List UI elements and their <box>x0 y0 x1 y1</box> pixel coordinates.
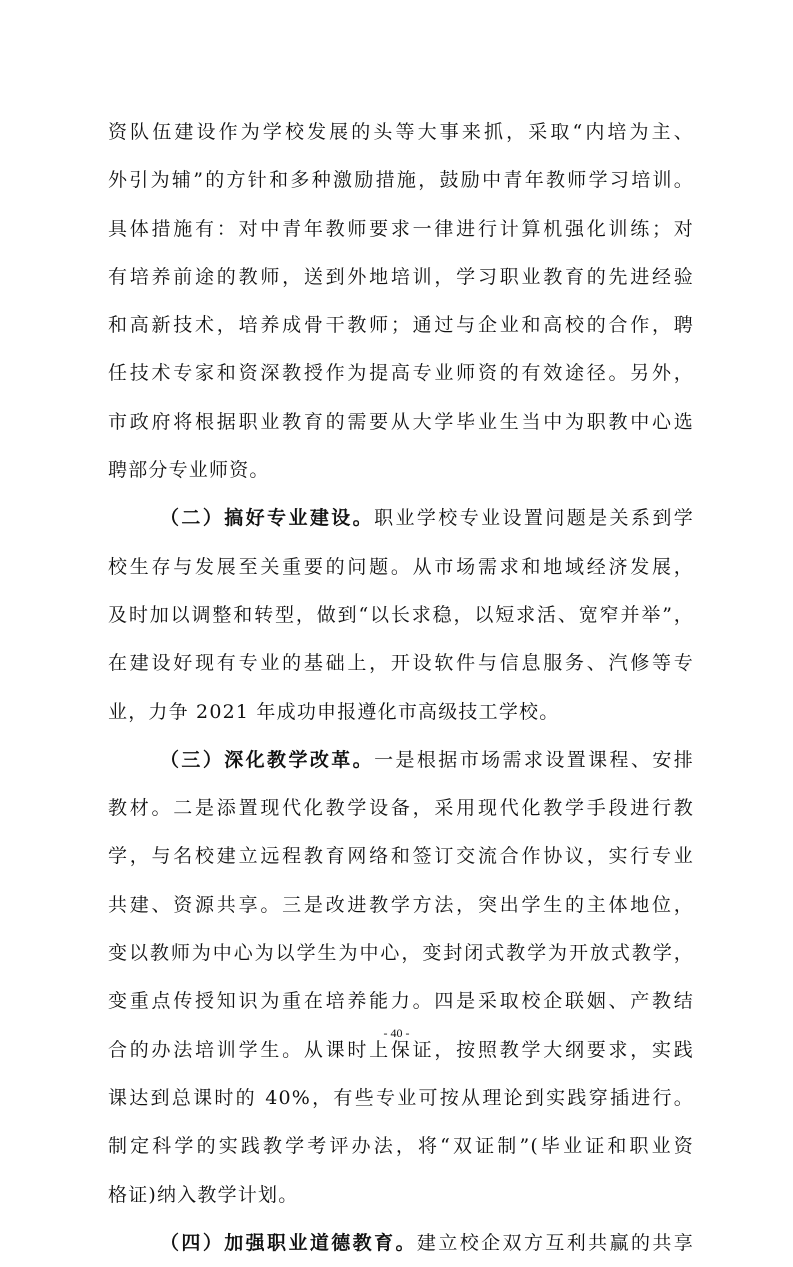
text-line: 有培养前途的教师，送到外地培训，学习职业教育的先进经验 <box>108 265 694 288</box>
text-line: 学，与名校建立远程教育网络和签订交流合作协议，实行专业 <box>108 845 694 868</box>
text-line: 聘部分专业师资。 <box>108 459 270 482</box>
text-line: 变以教师为中心为以学生为中心，变封闭式教学为开放式教学， <box>108 942 694 965</box>
paragraph-first-line <box>108 736 694 784</box>
text-line: 具体措施有：对中青年教师要求一律进行计算机强化训练；对 <box>108 217 694 240</box>
body-text <box>108 108 694 1267</box>
text-line: 共建、资源共享。三是改进教学方法，突出学生的主体地位， <box>108 893 694 916</box>
text-line: 制定科学的实践教学考评办法，将“双证制”(毕业证和职业资 <box>108 1135 694 1158</box>
paragraph-first-line <box>108 494 694 542</box>
text-line: 教材。二是添置现代化教学设备，采用现代化教学手段进行教 <box>108 797 694 820</box>
text-line: 格证)纳入教学计划。 <box>108 1183 299 1206</box>
section-heading: （四）加强职业道德教育。 <box>160 1231 417 1254</box>
section-heading: （三）深化教学改革。 <box>160 748 375 771</box>
page-number: - 40 - <box>383 1026 410 1040</box>
text-run: 建立校企双方互利共赢的共享 <box>416 1231 694 1254</box>
text-line: 市政府将根据职业教育的需要从大学毕业生当中为职教中心选 <box>108 410 694 433</box>
text-line: 在建设好现有专业的基础上，开设软件与信息服务、汽修等专 <box>108 652 694 675</box>
text-line: 及时加以调整和转型，做到“以长求稳，以短求活、宽窄并举”， <box>108 603 694 626</box>
text-line: 外引为辅”的方针和多种激励措施，鼓励中青年教师学习培训。 <box>108 169 694 192</box>
text-line: 合的办法培训学生。从课时上保证，按照教学大纲要求，实践 <box>108 1038 694 1061</box>
text-line: 资队伍建设作为学校发展的头等大事来抓，采取“内培为主、 <box>108 121 694 143</box>
text-line: 业，力争 2021 年成功申报遵化市高级技工学校。 <box>108 700 560 723</box>
text-run: 职业学校专业设置问题是关系到学 <box>374 507 694 530</box>
text-line: 校生存与发展至关重要的问题。从市场需求和地域经济发展， <box>108 555 694 578</box>
text-line: 变重点传授知识为重在培养能力。四是采取校企联姻、产教结 <box>108 990 694 1013</box>
text-line: 任技术专家和资深教授作为提高专业师资的有效途径。另外， <box>108 362 694 385</box>
section-heading: （二）搞好专业建设。 <box>160 507 375 530</box>
text-line: 和高新技术，培养成骨干教师；通过与企业和高校的合作，聘 <box>108 314 694 337</box>
text-run: 一是根据市场需求设置课程、安排 <box>374 748 694 771</box>
paragraph-first-line <box>108 1219 694 1267</box>
text-line: 课达到总课时的 40%，有些专业可按从理论到实践穿插进行。 <box>108 1086 694 1109</box>
